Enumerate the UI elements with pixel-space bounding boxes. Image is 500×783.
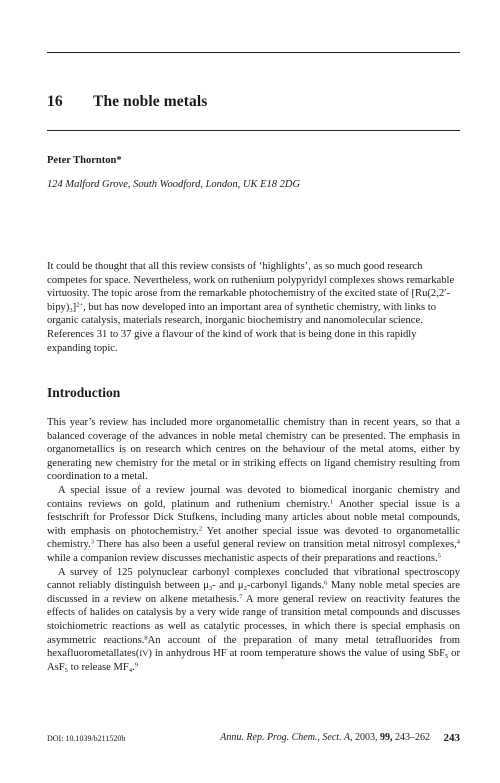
roman-numeral: IV	[139, 648, 149, 659]
top-rule	[47, 52, 460, 53]
reference-9[interactable]: 9	[134, 661, 138, 669]
doi-link[interactable]: DOI: 10.1039/b211520b	[47, 734, 126, 743]
reference-2[interactable]: 2	[198, 525, 203, 533]
title-rule	[47, 130, 460, 131]
text: A special issue of a review journal was devoted to biomedical inorganic chemistry and contains reviews on gold, platinum and ruthenium chemistry.	[47, 484, 460, 510]
corresponding-author-marker: *	[116, 155, 122, 166]
journal-pages: 243–262	[395, 732, 430, 743]
reference-8[interactable]: 8	[144, 634, 148, 641]
paragraph-3	[47, 566, 460, 675]
journal-citation	[220, 732, 430, 743]
formula-charge: 2+	[76, 301, 84, 309]
text: Many noble metal species are discussed in a review on alkene metathesis.	[47, 580, 460, 605]
journal-year: 2003,	[355, 732, 378, 743]
abstract	[47, 260, 460, 355]
paragraph-2	[47, 484, 460, 566]
text: to release MF	[67, 661, 129, 673]
subscript: 5	[64, 666, 68, 674]
subscript: 2	[243, 585, 247, 593]
text: A survey of 125 polynuclear carbonyl complexes concluded that vibrational spectroscopy cannot reliably distinguish between μ	[47, 566, 460, 592]
text: ) in anhydrous HF at room temperature shows the value of using SbF	[148, 648, 445, 660]
page-number: 243	[443, 732, 460, 744]
subscript: 4	[128, 666, 133, 674]
reference-7[interactable]: 7	[239, 593, 243, 601]
abstract-text: It could be thought that all this review consists of ‘highlights’, as so much good research competes for space. Nevertheless, work on ruthenium polypyridyl complexes shows remarkable virtuosity. The topic arose from the remarkable photochemistry of the excited state of	[47, 261, 455, 300]
text: -carbonyl ligands.	[246, 580, 325, 592]
chapter-heading	[47, 93, 207, 111]
author-line	[47, 155, 122, 166]
chapter-number: 16	[47, 93, 63, 110]
reference-3[interactable]: 3	[90, 538, 94, 546]
reference-1[interactable]: 1	[329, 498, 334, 506]
abstract-text: , but has now developed into an important area of synthetic chemistry, with links to organic catalysis, materials research, inorganic biochemistry and nanomolecular science. References 31 to 37 give a flavour of the kind of work that is being done in this rapidly expanding topic.	[47, 301, 437, 354]
text: - and μ	[212, 580, 244, 592]
introduction-body	[47, 416, 460, 674]
formula-part: [Ru(2,2′-bipy)	[47, 288, 451, 313]
text: Yet another special issue was devoted to organometallic chemistry.	[47, 525, 460, 551]
page-footer	[47, 732, 460, 746]
formula-part: ]	[72, 301, 77, 313]
journal-name: Annu. Rep. Prog. Chem., Sect. A,	[220, 732, 353, 743]
reference-5[interactable]: 5	[437, 552, 441, 560]
reference-4[interactable]: 4	[456, 538, 460, 546]
subscript: 3	[208, 585, 213, 593]
reference-6[interactable]: 6	[324, 579, 328, 587]
formula-subscript: 3	[69, 306, 73, 314]
author-name: Peter Thornton	[47, 155, 117, 166]
section-heading-introduction: Introduction	[47, 385, 121, 400]
text: or AsF	[47, 648, 460, 673]
chapter-title: The noble metals	[93, 93, 208, 110]
text: .	[132, 661, 135, 673]
text: Another special issue is a festschrift for Professor Dick Stufkens, including many articles about noble metal compounds, with emphasis on photochemistry.	[47, 498, 460, 537]
text: There has also been a useful general review on transition metal nitrosyl complexes,	[94, 539, 457, 551]
journal-volume: 99,	[380, 732, 393, 743]
author-address: 124 Malford Grove, South Woodford, London, UK E18 2DG	[47, 179, 301, 190]
text: A more general review on reactivity features the effects of halides on catalysis by a very wide range of transition metal compounds and discusses stoichiometric reactions as well as catalytic processes, in which there is special emphasis on asymmetric reactions.	[47, 593, 460, 646]
text: while a companion review discusses mechanistic aspects of their preparations and reactions.	[47, 552, 438, 564]
subscript: 5	[444, 653, 449, 661]
text: An account of the preparation of many metal tetrafluorides from hexafluorometallates(	[47, 634, 460, 660]
paragraph-1: This year’s review has included more organometallic chemistry than in recent years, so that a balanced coverage of the advances in noble metal chemistry can be presented. The emphasis in organometallics is on research which centres on the behaviour of the metal atoms, either by generating new chemistry for the metal or in striking effects on ligand chemistry resulting from coordination to a metal.	[47, 417, 460, 483]
